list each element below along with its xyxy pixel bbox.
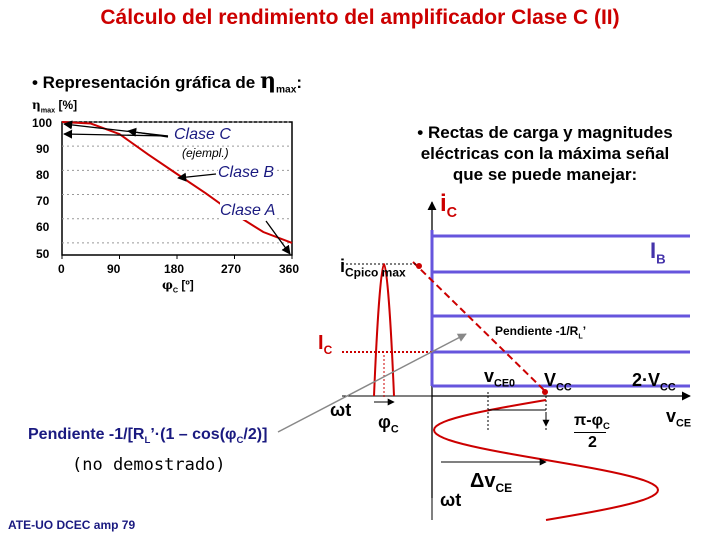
pendiente-rl-tail: ’: [582, 324, 587, 338]
bullet-right-line-3: que se puede manejar:: [452, 165, 638, 184]
page-title: Cálculo del rendimiento del amplificador Clase C (II): [100, 6, 620, 29]
delta-vce-sub: CE: [495, 481, 513, 495]
ic-axis-label-sub: C: [446, 204, 458, 221]
y-tick-90: 90: [36, 142, 50, 156]
phi-c-label-text: φ: [378, 412, 391, 432]
ic-dc-label: [318, 332, 332, 357]
pendiente-formula-b: ’·(1 – cos(φ: [150, 426, 237, 443]
y-tick-50: 50: [36, 247, 50, 261]
vce-axis-label-sub: CE: [676, 417, 692, 430]
vce-axis-label-text: v: [666, 406, 677, 426]
ib-label-sub: B: [656, 251, 666, 267]
two-vcc-label: [632, 370, 676, 394]
phi-c-label-sub: C: [390, 423, 399, 436]
ib-label: [650, 238, 666, 266]
chart-xlabel: [162, 278, 194, 294]
ic-dc-label-sub: C: [323, 343, 333, 357]
fraction-bar: [574, 432, 606, 433]
chart-ylabel: [32, 98, 77, 114]
no-demostrado-note: (no demostrado): [72, 455, 226, 475]
y-tick-80: 80: [36, 168, 50, 182]
bullet-left-text: • Representación gráfica de: [32, 73, 260, 92]
icpico-label-sub: Cpico max: [345, 265, 406, 280]
y-tick-100: 100: [32, 116, 53, 130]
vcc-label-sub: CC: [556, 381, 572, 394]
pendiente-formula-b-sub: C: [236, 435, 244, 447]
ic-axis-label: [440, 190, 457, 221]
pendiente-formula-c: /2)]: [243, 426, 268, 443]
vce0-label: [484, 366, 515, 390]
bullet-right-line-1: • Rectas de carga y magnitudes: [417, 123, 673, 142]
chart-ylabel-unit: [%]: [55, 98, 78, 112]
label-clase-b: Clase B: [218, 164, 275, 181]
pendiente-rl-label: [495, 324, 586, 340]
x-tick-90: 90: [107, 262, 121, 276]
chart-xlabel-symbol: φ: [162, 278, 173, 292]
chart-xlabel-unit: [º]: [178, 278, 194, 292]
ib-label-text: I: [650, 238, 657, 263]
delta-vce-label: [470, 470, 512, 495]
arrow-clase-b: [178, 174, 216, 178]
bullet-colon: :: [296, 73, 303, 92]
label-ejempl: (ejempl.): [182, 146, 229, 160]
footer-label: ATE-UO DCEC amp 79: [8, 518, 136, 532]
pi-minus-phi-sub: C: [603, 421, 610, 433]
ib-curve-3: [432, 272, 690, 316]
chart-xlabel-sub: C: [172, 285, 179, 295]
y-tick-60: 60: [36, 220, 50, 234]
vcc-label-text: V: [544, 370, 557, 390]
omega-t2-label: ωt: [440, 490, 462, 510]
two-vcc-label-text: 2·V: [632, 370, 661, 390]
icpico-label: [340, 256, 406, 280]
y-tick-70: 70: [36, 194, 50, 208]
bullet-right-line-2: eléctricas con la máxima señal: [420, 144, 670, 163]
label-clase-a: Clase A: [220, 202, 276, 219]
pendiente-rl-sub: L: [578, 331, 583, 341]
q-max-point: [416, 263, 422, 269]
x-tick-0: 0: [58, 262, 65, 276]
x-tick-360: 360: [279, 262, 300, 276]
phi-c-label: [378, 412, 399, 436]
pi-minus-phi-text: π-φ: [574, 412, 604, 429]
omega-t-label: ωt: [330, 400, 352, 420]
vcc-label: [544, 370, 572, 394]
ic-axis-label-text: i: [440, 190, 447, 217]
vce-axis-label: [666, 406, 691, 430]
arrow-clase-a: [266, 221, 290, 254]
x-tick-180: 180: [164, 262, 185, 276]
icpico-label-text: i: [340, 256, 346, 276]
label-clase-c: Clase C: [174, 126, 231, 143]
delta-vce-text: Δv: [470, 470, 496, 492]
x-tick-270: 270: [221, 262, 242, 276]
ic-dc-label-text: I: [318, 332, 324, 354]
pendiente-formula-a: Pendiente -1/[R: [28, 426, 145, 443]
pendiente-formula-a-sub: L: [144, 435, 151, 447]
over-two-label: 2: [588, 434, 597, 451]
vce0-label-text: v: [484, 366, 495, 386]
formula-pointer: [278, 334, 466, 432]
pendiente-formula: [28, 426, 267, 446]
eta-symbol: η: [259, 68, 276, 94]
chart-ylabel-symbol: η: [32, 98, 41, 112]
pi-minus-phi-label: [574, 412, 610, 432]
pendiente-rl-text: Pendiente -1/R: [495, 324, 579, 338]
vce0-label-sub: CE0: [494, 377, 516, 390]
chart-ylabel-sub: max: [40, 105, 56, 115]
eta-sub: max: [275, 84, 297, 96]
two-vcc-label-sub: CC: [660, 381, 676, 394]
